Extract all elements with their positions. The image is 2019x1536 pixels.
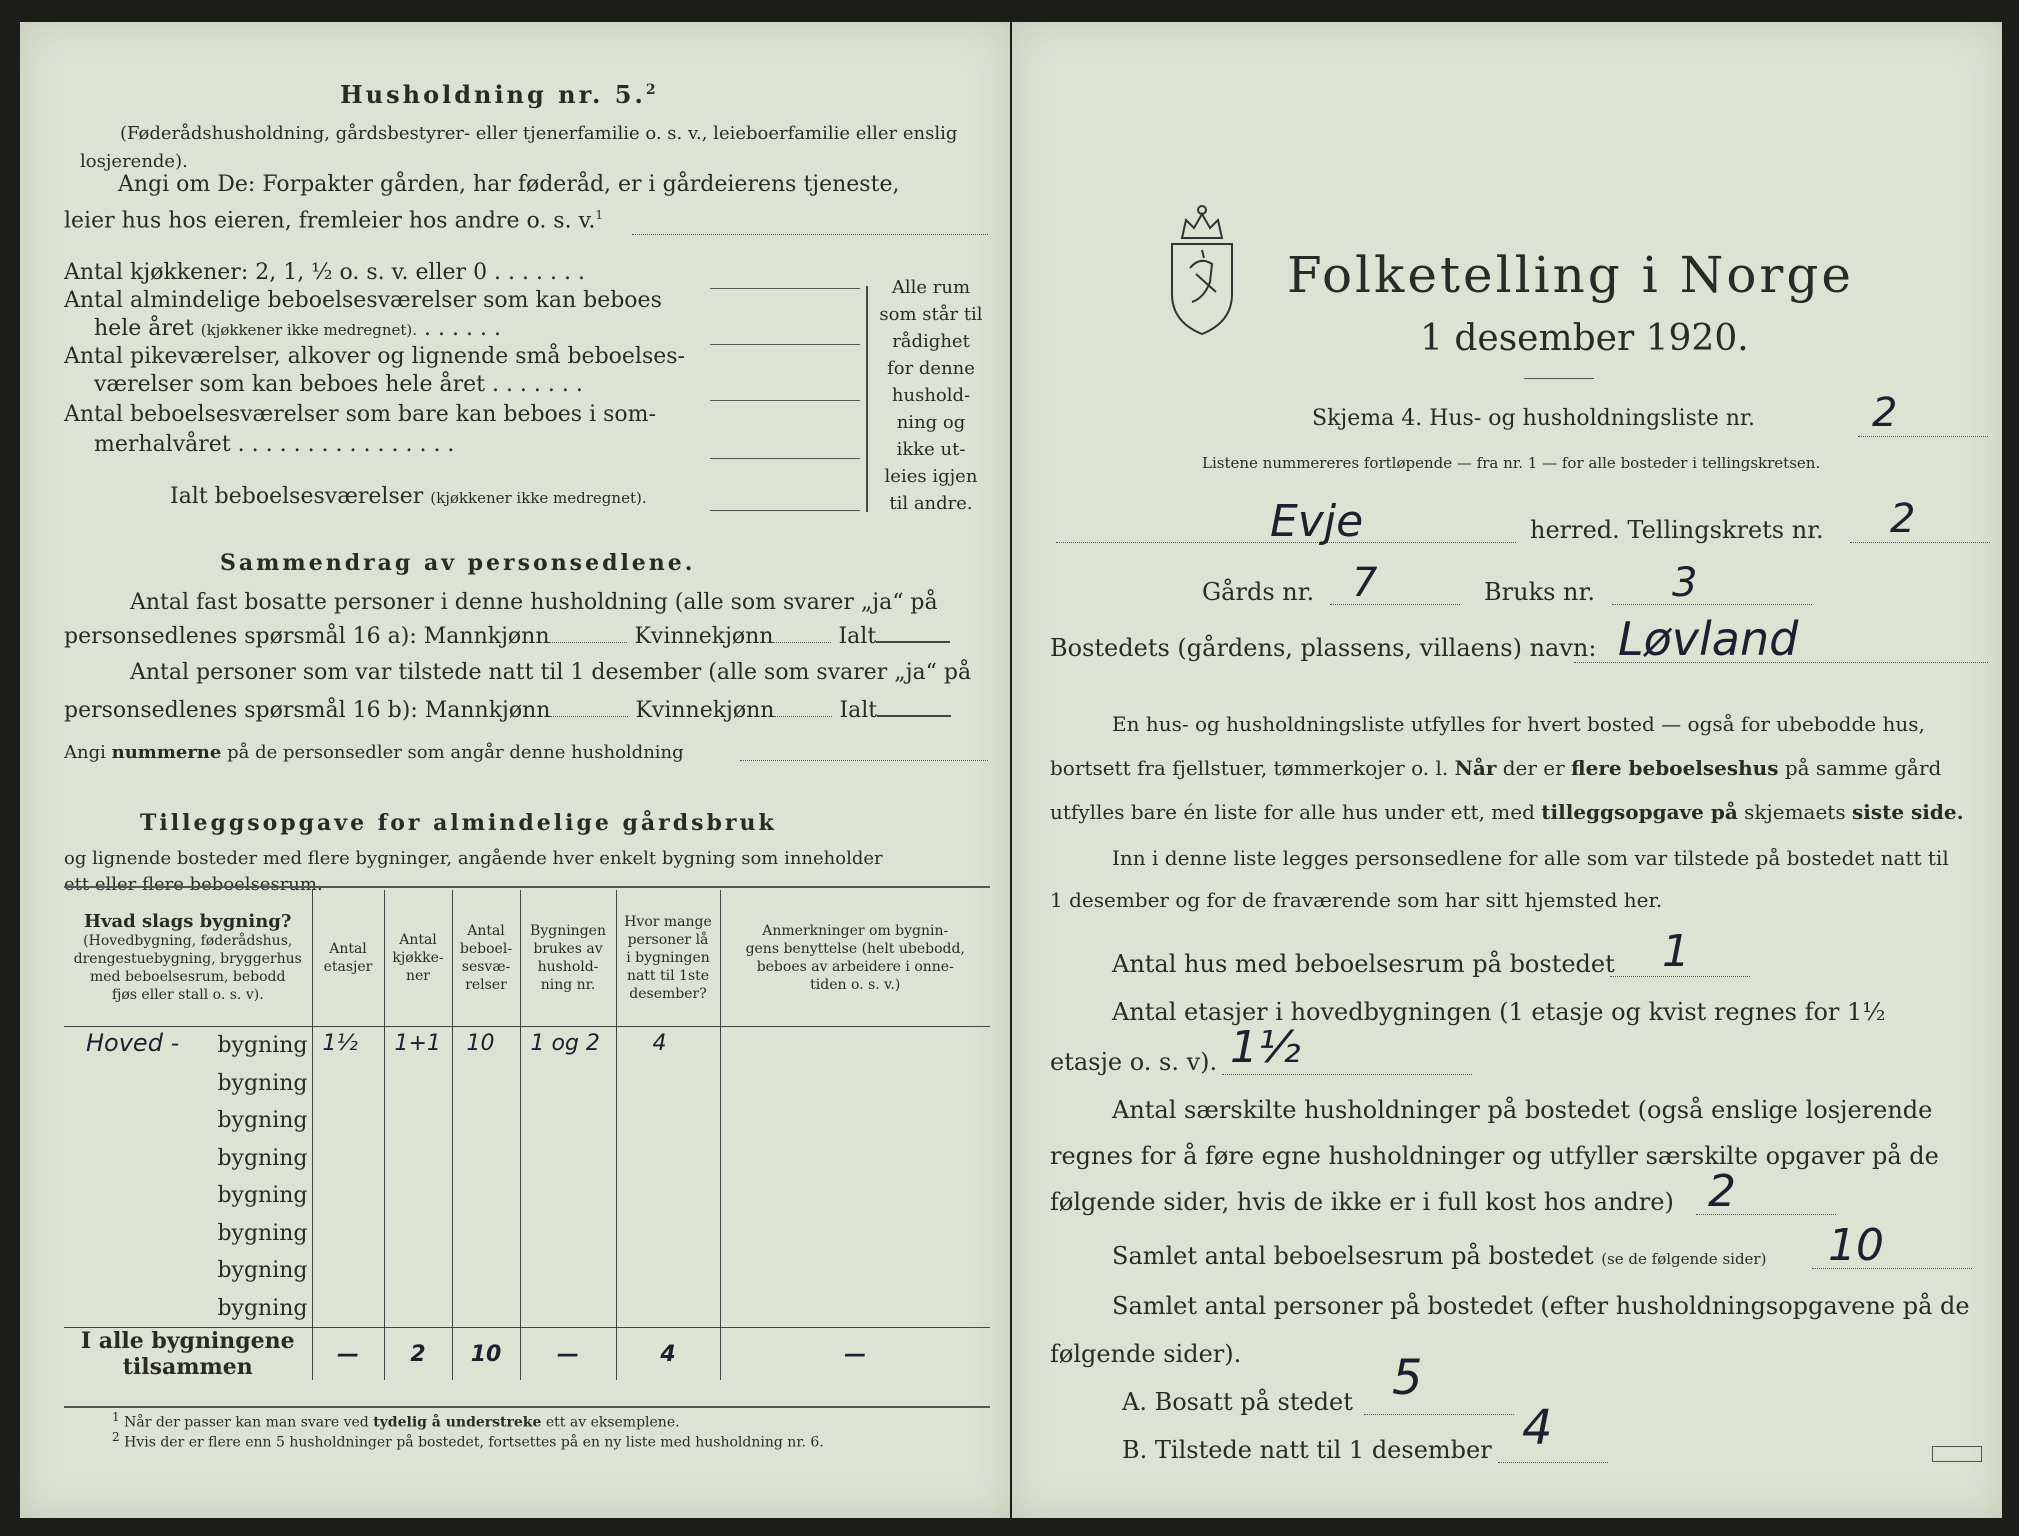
rooms-alm-2: hele året (kjøkkener ikke medregnet). . . . . . . bbox=[94, 316, 501, 341]
samlet-pers-line2: følgende sider). bbox=[1050, 1340, 1242, 1368]
coat-of-arms-icon bbox=[1160, 198, 1244, 338]
skjema-label: Skjema 4. Hus- og husholdningsliste nr. bbox=[1312, 406, 1755, 431]
hus-value: 1 bbox=[1662, 926, 1690, 977]
tilstede-value: 4 bbox=[1522, 1400, 1553, 1456]
census-title: Folketelling i Norge bbox=[1287, 246, 1854, 304]
footnote-2: $^2$ Hvis der er flere enn 5 husholdninger på bostedet, fortsettes på en ny liste med husholdning nr. 6. bbox=[112, 1430, 824, 1451]
sammendrag-fast-2: personsedlenes spørsmål 16 a): Mannkjønn Kvinnekjønn Ialt bbox=[64, 624, 950, 649]
rooms-sommer-1: Antal beboelsesværelser som bare kan beboes i som- bbox=[64, 402, 656, 427]
col-vaerelser: Antal beboel- sesvæ- relser bbox=[452, 890, 520, 1027]
para2-line1: Inn i denne liste legges personsedlene for alle som var tilstede på bostedet natt til bbox=[1112, 846, 1949, 870]
tillegg-sub-2: ett eller flere beboelsesrum. bbox=[64, 874, 323, 895]
sammendrag-fast-1: Antal fast bosatte personer i denne husholdning (alle som svarer „ja“ på bbox=[130, 590, 938, 615]
sammendrag-tilstede-2: personsedlenes spørsmål 16 b): Mannkjønn Kvinnekjønn Ialt bbox=[64, 698, 951, 723]
household-intro-line1: Angi om De: Forpakter gården, har føderåd, er i gårdeierens tjeneste, bbox=[118, 172, 900, 197]
sammendrag-title: Sammendrag av personsedlene. bbox=[220, 550, 696, 576]
bosatt-value: 5 bbox=[1392, 1350, 1423, 1406]
table-row: bygning bbox=[64, 1065, 990, 1103]
tilstede-label: B. Tilstede natt til 1 desember bbox=[1122, 1436, 1492, 1464]
col-type: Hvad slags bygning? (Hovedbygning, føderådshus, drengestuebygning, bryggerhus med beboelsesrum, bebodd fjøs eller stall o. s. v). bbox=[64, 890, 312, 1027]
table-row: bygning bbox=[64, 1140, 990, 1178]
tillegg-title: Tilleggsopgave for almindelige gårdsbruk bbox=[140, 810, 777, 836]
census-date: 1 desember 1920. bbox=[1420, 318, 1749, 359]
left-page bbox=[20, 22, 1010, 1518]
hush-line3: følgende sider, hvis de ikke er i full kost hos andre) bbox=[1050, 1188, 1674, 1216]
herred-value: Evje bbox=[1270, 496, 1364, 547]
samlet-rum-value: 10 bbox=[1828, 1220, 1884, 1271]
rooms-kjokkener: Antal kjøkkener: 2, 1, ½ o. s. v. eller 0 . . . . . . . bbox=[64, 260, 585, 285]
bosted-value: Løvland bbox=[1618, 612, 1799, 666]
samlet-pers-line1: Samlet antal personer på bostedet (efter husholdningsopgavene på de bbox=[1112, 1292, 1970, 1320]
hush-value: 2 bbox=[1708, 1166, 1736, 1217]
tellingskrets-value: 2 bbox=[1890, 496, 1916, 542]
rooms-side-note: Alle rum som står til rådighet for denne hushold- ning og ikke ut- leies igjen til andre. bbox=[879, 277, 983, 514]
building-table bbox=[64, 890, 990, 1380]
gards-value: 7 bbox=[1352, 560, 1378, 606]
col-etasjer: Antal etasjer bbox=[312, 890, 384, 1027]
household-title: Husholdning nr. 5.$^2$ bbox=[340, 80, 659, 109]
household-intro-line2: leier hus hos eieren, fremleier hos andre o. s. v.$^1$ bbox=[64, 208, 604, 234]
samlet-rum-label: Samlet antal beboelsesrum på bostedet (se de følgende sider) bbox=[1112, 1242, 1767, 1270]
table-sum-row: I alle bygningene tilsammen — 2 10 — 4 — bbox=[64, 1328, 990, 1381]
table-row: bygning bbox=[64, 1102, 990, 1140]
etasjer-value: 1½ bbox=[1230, 1022, 1301, 1073]
rooms-ialt: Ialt beboelsesværelser (kjøkkener ikke medregnet). bbox=[170, 484, 647, 509]
para1-line2: bortsett fra fjellstuer, tømmerkojer o. l. Når der er flere beboelseshus på samme gård bbox=[1050, 756, 1942, 780]
etasjer-line1: Antal etasjer i hovedbygningen (1 etasje og kvist regnes for 1½ bbox=[1112, 998, 1886, 1026]
para1-line1: En hus- og husholdningsliste utfylles for hvert bosted — også for ubebodde hus, bbox=[1112, 712, 1925, 736]
bosted-label: Bostedets (gårdens, plassens, villaens) navn: bbox=[1050, 634, 1597, 662]
rooms-pike-2: værelser som kan beboes hele året . . . . . . . bbox=[94, 372, 583, 397]
col-kjokkener: Antal kjøkke- ner bbox=[384, 890, 452, 1027]
hush-line1: Antal særskilte husholdninger på bostedet (også enslige losjerende bbox=[1112, 1096, 1933, 1124]
footnote-1: $^1$ Når der passer kan man svare ved tydelig å understreke ett av eksemplene. bbox=[112, 1410, 680, 1431]
table-row: Hoved - bygning 1½ 1+1 10 1 og 2 4 bbox=[64, 1027, 990, 1065]
herred-label: herred. Tellingskrets nr. bbox=[1530, 516, 1824, 544]
table-row: bygning bbox=[64, 1215, 990, 1253]
etasjer-line2: etasje o. s. v). bbox=[1050, 1048, 1218, 1076]
listene-text: Listene nummereres fortløpende — fra nr. 1 — for alle bosteder i tellingskretsen. bbox=[1202, 454, 1821, 472]
rooms-brace bbox=[866, 286, 868, 512]
para2-line2: 1 desember og for de fraværende som har sitt hjemsted her. bbox=[1050, 888, 1663, 912]
rooms-pike-1: Antal pikeværelser, alkover og lignende små beboelses- bbox=[64, 344, 685, 369]
col-personer: Hvor mange personer lå i bygningen natt til 1ste desember? bbox=[616, 890, 720, 1027]
table-row: bygning bbox=[64, 1290, 990, 1328]
sammendrag-tilstede-1: Antal personer som var tilstede natt til 1 desember (alle som svarer „ja“ på bbox=[130, 660, 972, 685]
right-page bbox=[1012, 22, 2002, 1518]
col-anm: Anmerkninger om bygnin- gens benyttelse (helt ubebodd, beboes av arbeidere i onne- tiden o. s. v.) bbox=[720, 890, 990, 1027]
col-brukes: Bygningen brukes av hushold- ning nr. bbox=[520, 890, 616, 1027]
bruks-value: 3 bbox=[1672, 560, 1698, 606]
bruks-label: Bruks nr. bbox=[1484, 578, 1595, 606]
skjema-value: 2 bbox=[1872, 390, 1898, 436]
gards-label: Gårds nr. bbox=[1202, 578, 1315, 606]
rooms-sommer-2: merhalvåret . . . . . . . . . . . . . . . . bbox=[94, 432, 455, 457]
sammendrag-angi: Angi nummerne på de personsedler som angår denne husholdning bbox=[64, 742, 684, 763]
para1-line3: utfylles bare én liste for alle hus under ett, med tilleggsopgave på skjemaets siste side. bbox=[1050, 800, 1964, 824]
bosatt-label: A. Bosatt på stedet bbox=[1122, 1388, 1353, 1416]
table-row: bygning bbox=[64, 1252, 990, 1290]
printer-stamp bbox=[1932, 1446, 1982, 1462]
household-intro-paren: (Føderådshusholdning, gårdsbestyrer- eller tjenerfamilie o. s. v., leieboerfamilie eller enslig losjerende). bbox=[80, 123, 958, 172]
table-row: bygning bbox=[64, 1177, 990, 1215]
tillegg-sub-1: og lignende bosteder med flere bygninger, angående hver enkelt bygning som inneholder bbox=[64, 848, 883, 869]
hus-label: Antal hus med beboelsesrum på bostedet bbox=[1112, 950, 1615, 978]
rooms-alm-1: Antal almindelige beboelsesværelser som kan beboes bbox=[64, 288, 662, 313]
hush-line2: regnes for å føre egne husholdninger og utfyller særskilte opgaver på de bbox=[1050, 1142, 1939, 1170]
